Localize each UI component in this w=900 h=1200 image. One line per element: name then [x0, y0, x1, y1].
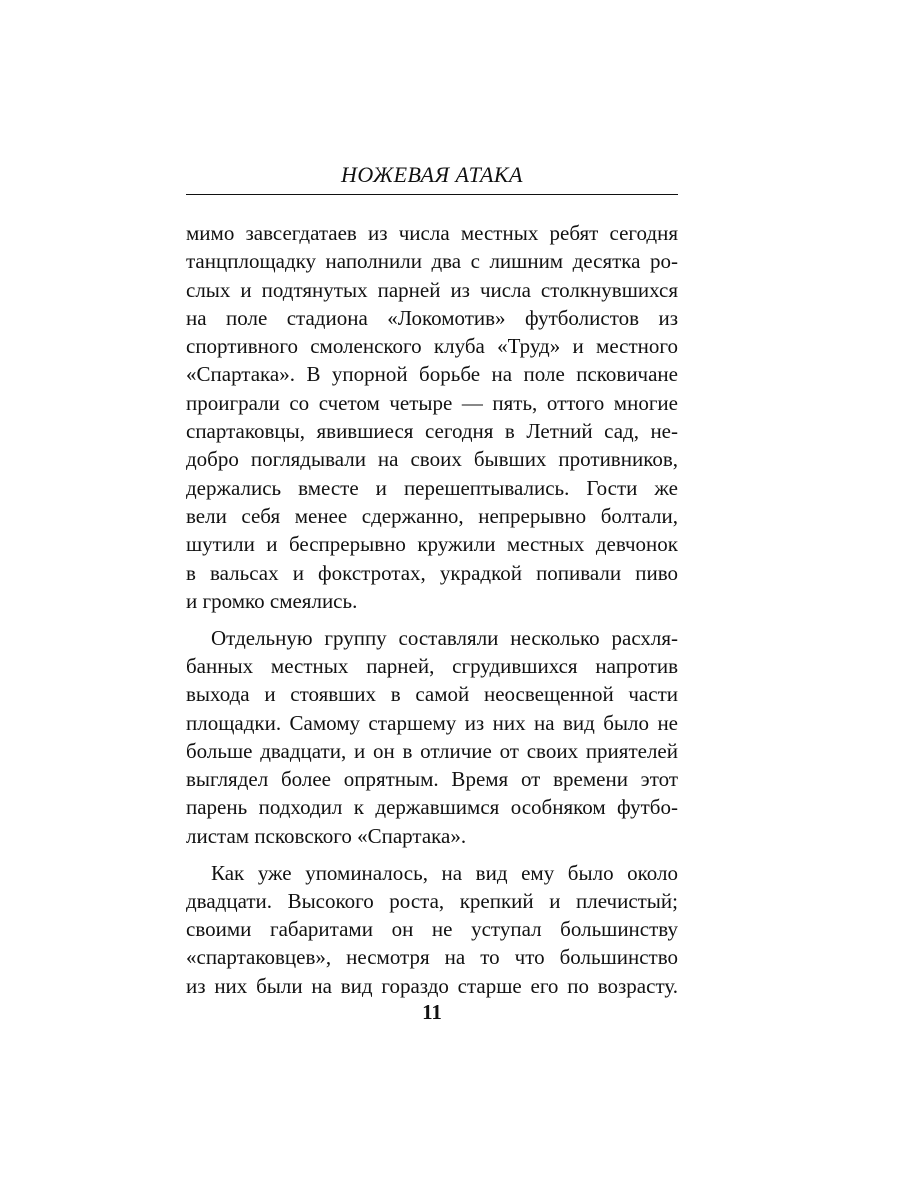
- text-line: «спартаковцев», несмотря на то что большинство: [186, 945, 678, 970]
- text-line: листам псковского «Спартака».: [186, 823, 467, 848]
- text-line: в вальсах и фокстротах, украдкой попивали пиво: [186, 560, 678, 585]
- text-line: выглядел более опрятным. Время от времени этот: [186, 767, 678, 792]
- text-line: своими габаритами он не уступал большинству: [186, 917, 678, 942]
- text-line: площадки. Самому старшему из них на вид было не: [186, 710, 678, 735]
- text-line: больше двадцати, и он в отличие от своих приятелей: [186, 738, 678, 763]
- paragraph-3: [186, 859, 678, 1000]
- text-line: спортивного смоленского клуба «Труд» и местного: [186, 334, 678, 359]
- header-rule: [186, 194, 678, 195]
- text-line: выхода и стоявших в самой неосвещенной части: [186, 682, 678, 707]
- text-line: на поле стадиона «Локомотив» футболистов из: [186, 305, 678, 330]
- text-line: Как уже упоминалось, на вид ему было около: [211, 860, 678, 885]
- body-text: [186, 219, 678, 1000]
- text-line: танцплощадку наполнили два с лишним десятка ро-: [186, 249, 678, 274]
- text-line: парень подходил к державшимся особняком футбо-: [186, 795, 678, 820]
- running-title: НОЖЕВАЯ АТАКА: [341, 162, 523, 187]
- text-line: держались вместе и перешептывались. Гости же: [186, 475, 678, 500]
- text-line: шутили и беспрерывно кружили местных девчонок: [186, 532, 678, 557]
- text-line: спартаковцы, явившиеся сегодня в Летний сад, не-: [186, 419, 678, 444]
- text-line: «Спартака». В упорной борьбе на поле псковичане: [186, 362, 678, 387]
- text-line: проиграли со счетом четыре — пять, оттого многие: [186, 390, 678, 415]
- text-line: добро поглядывали на своих бывших противников,: [186, 447, 678, 472]
- text-line: слых и подтянутых парней из числа столкнувшихся: [186, 277, 678, 302]
- paragraph-2: [186, 624, 678, 850]
- text-line: из них были на вид гораздо старше его по возрасту.: [186, 973, 678, 998]
- page-number: 11: [422, 1000, 442, 1024]
- text-line: и громко смеялись.: [186, 588, 358, 613]
- text-line: банных местных парней, сгрудившихся напротив: [186, 653, 678, 678]
- text-line: вели себя менее сдержанно, непрерывно болтали,: [186, 503, 678, 528]
- text-line: двадцати. Высокого роста, крепкий и плечистый;: [186, 888, 678, 913]
- paragraph-1: [186, 219, 678, 615]
- text-line: мимо завсегдатаев из числа местных ребят сегодня: [186, 221, 678, 245]
- text-line: Отдельную группу составляли несколько расхля-: [211, 625, 678, 650]
